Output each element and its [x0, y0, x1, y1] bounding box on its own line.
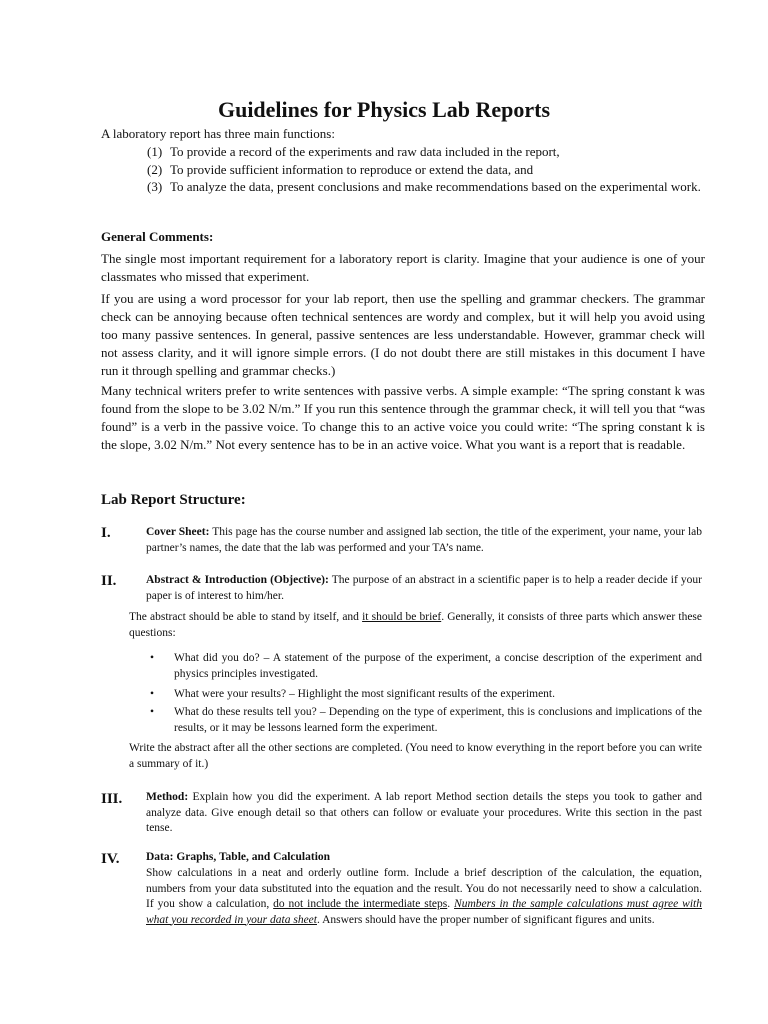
underlined-phrase: do not include the intermediate steps: [273, 898, 448, 910]
data-section: [146, 866, 702, 928]
section-text: The purpose of an abstract in a scientific paper is to help a reader decide if your paper is of interest to him/her.: [146, 574, 702, 602]
page-title: Guidelines for Physics Lab Reports: [217, 97, 551, 122]
abstract-text: . Generally, it consists of three parts which answer these questions:: [129, 611, 702, 639]
section-label: Cover Sheet:: [146, 526, 210, 538]
section-text: . Answers should have the proper number of significant figures and units.: [316, 913, 655, 926]
function-item: To analyze the data, present conclusions and make recommendations based on the experimental work.: [170, 179, 701, 194]
section-label: Method:: [146, 791, 189, 803]
general-paragraph-3: Many technical writers prefer to write sentences with passive verbs. A simple example: “The spring constant k was found from the slope to be 3.02 N/m.” If you run this sentence through the grammar check, it will tell you that “was found” is a verb in the passive voice. To change this to an active voice you could write: “The spring constant k is the slope, 3.02 N/m.” Not every sentence has to be in an active voice. What you want is a report that is readable.: [101, 383, 705, 452]
function-number: (1): [147, 144, 163, 159]
emphasized-phrase: Numbers in the sample calculations must agree with what you recorded in your data sheet: [146, 898, 702, 926]
intro-text: A laboratory report has three main functions:: [101, 126, 335, 141]
section-text: Explain how you did the experiment. A lab report Method section details the steps you took to gather and analyze data. Give enough detail so that others can follow or evaluate your procedures. Write this section in the past tense.: [146, 791, 702, 834]
function-item: To provide sufficient information to reproduce or extend the data, and: [170, 162, 534, 177]
function-number: (2): [147, 162, 163, 177]
bullet-icon: •: [150, 652, 155, 664]
abstract-text: The abstract should be able to stand by itself, and: [129, 611, 363, 623]
bullet-icon: •: [150, 688, 155, 700]
abstract-section: [146, 573, 702, 604]
abstract-closing: Write the abstract after all the other sections are completed. (You need to know everything in the report before you can write a summary of it.): [129, 742, 702, 770]
section-text: This page has the course number and assigned lab section, the title of the experiment, your name, your lab partner’s names, the date that the lab was performed and your TA’s name.: [146, 526, 703, 554]
section-label: Abstract & Introduction (Objective):: [146, 574, 329, 586]
bullet-item: What did you do? – A statement of the purpose of the experiment, a concise description of the experiment and physics principles investigated.: [174, 652, 702, 680]
section-number: II.: [101, 573, 117, 589]
underlined-phrase: it should be brief: [362, 611, 442, 623]
method-section: [146, 790, 702, 837]
abstract-paragraph: [129, 610, 702, 641]
lab-report-structure-heading: Lab Report Structure:: [101, 492, 246, 508]
bullet-item: What were your results? – Highlight the most significant results of the experiment.: [174, 688, 556, 700]
section-number: I.: [101, 525, 111, 541]
data-section-label: [146, 850, 702, 866]
bullet-icon: •: [150, 706, 155, 718]
section-label: Data: Graphs, Table, and Calculation: [146, 851, 331, 863]
general-comments-heading: General Comments:: [101, 229, 214, 244]
function-item: To provide a record of the experiments and raw data included in the report,: [170, 144, 560, 159]
general-paragraph-1: The single most important requirement for a laboratory report is clarity. Imagine that your audience is one of your classmates who missed that experiment.: [101, 251, 705, 284]
bullet-item: What do these results tell you? – Depending on the type of experiment, this is conclusions and implications of the results, or it may be lessons learned form the experiment.: [174, 706, 702, 734]
cover-sheet-section: [146, 525, 702, 556]
section-number: III.: [101, 791, 123, 807]
function-number: (3): [147, 179, 163, 194]
general-paragraph-2: If you are using a word processor for your lab report, then use the spelling and grammar checkers. The grammar check can be annoying because often technical sentences are wordy and complex, but it will help you avoid using too many passive sentences. In general, passive sentences are less understandable. However, grammar check will not assess clarity, and it will ignore simple errors. (I do not doubt there are still mistakes in this document I have run it through spelling and grammar checks.): [101, 291, 705, 378]
section-number: IV.: [101, 851, 120, 867]
section-text: .: [447, 898, 455, 910]
section-text: Show calculations in a neat and orderly outline form. Include a brief description of the calculation, the equation, numbers from your data substituted into the equation and the result. You do not necessarily need to show a calculation. If you show a calculation,: [146, 867, 702, 910]
